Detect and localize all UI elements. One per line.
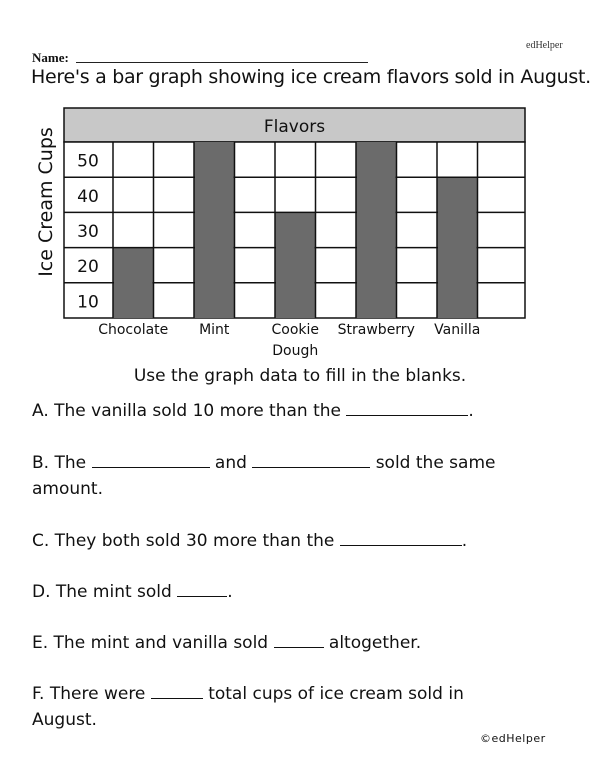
question-c-text: C. They both sold 30 more than the xyxy=(32,531,340,551)
question-b-line2: amount. xyxy=(32,479,103,499)
blank-f[interactable] xyxy=(151,680,203,699)
y-tick-label: 10 xyxy=(77,292,99,313)
brand-mark-top: edHelper xyxy=(526,40,563,51)
bar-fill-overlay xyxy=(114,249,153,317)
name-label: Name: xyxy=(32,50,69,65)
question-b-end: sold the same xyxy=(370,453,496,473)
question-e-end: altogether. xyxy=(323,633,422,653)
question-c xyxy=(32,527,467,554)
blank-e[interactable] xyxy=(274,629,324,648)
bar-fill-overlay xyxy=(195,143,234,317)
question-f-line2: August. xyxy=(32,710,97,730)
question-f xyxy=(32,680,464,733)
question-f-text: F. There were xyxy=(32,684,151,704)
chart-title: Flavors xyxy=(263,117,326,137)
blank-b-2[interactable] xyxy=(252,449,370,468)
question-e-text: E. The mint and vanilla sold xyxy=(32,633,274,653)
x-tick-label: Chocolate xyxy=(98,322,169,338)
y-tick-label: 20 xyxy=(77,257,99,278)
x-tick-label: Dough xyxy=(272,343,319,359)
bar-fill-overlay xyxy=(357,143,396,317)
copyright-text: ©edHelper xyxy=(480,732,546,745)
y-tick-label: 40 xyxy=(77,186,99,207)
x-tick-label: Mint xyxy=(199,322,230,338)
question-b-text: B. The xyxy=(32,453,92,473)
blank-a[interactable] xyxy=(346,397,468,416)
question-d-end: . xyxy=(227,582,233,602)
bar-fill-overlay xyxy=(438,178,477,317)
bar-fill-overlay xyxy=(276,213,315,317)
instructions-text: Use the graph data to fill in the blanks. xyxy=(133,366,467,386)
intro-text: Here's a bar graph showing ice cream flavors sold in August. xyxy=(31,66,591,88)
x-tick-label: Cookie xyxy=(271,322,320,338)
x-tick-label: Vanilla xyxy=(434,322,481,338)
question-a-text: A. The vanilla sold 10 more than the xyxy=(32,401,347,421)
x-tick-label: Strawberry xyxy=(337,322,415,338)
question-b-mid: and xyxy=(209,453,253,473)
blank-d[interactable] xyxy=(177,578,227,597)
blank-c[interactable] xyxy=(340,527,462,546)
question-e xyxy=(32,629,421,656)
question-d-text: D. The mint sold xyxy=(32,582,178,602)
y-tick-label: 50 xyxy=(77,151,99,172)
question-a xyxy=(32,397,474,424)
question-d xyxy=(32,578,233,605)
question-f-end: total cups of ice cream sold in xyxy=(202,684,464,704)
question-c-end: . xyxy=(461,531,468,551)
bar-chart xyxy=(0,0,600,360)
question-a-end: . xyxy=(468,401,474,421)
y-axis-label: Ice Cream Cups xyxy=(35,127,57,277)
question-b xyxy=(32,449,495,502)
y-tick-label: 30 xyxy=(77,222,99,242)
blank-b-1[interactable] xyxy=(92,449,210,468)
